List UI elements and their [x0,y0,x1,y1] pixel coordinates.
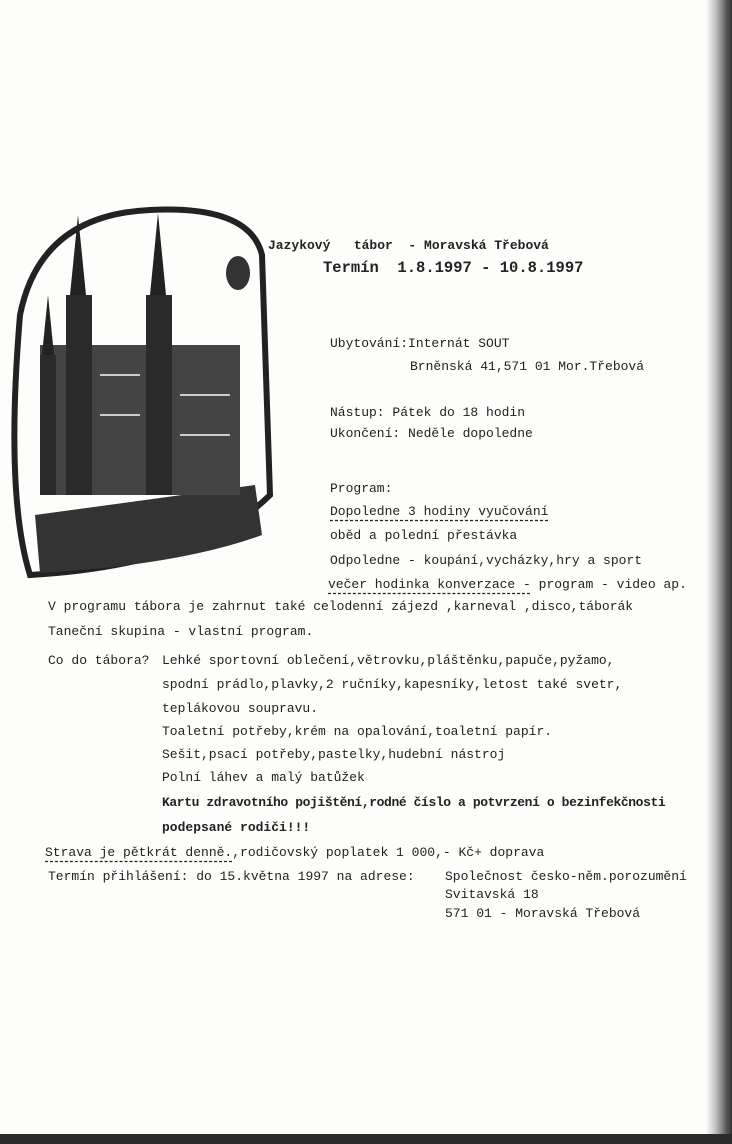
packing-important: podepsané rodiči!!! [162,820,311,835]
program-extra: V programu tábora je zahrnut také celodenní zájezd ,karneval ,disco,táborák [48,599,634,614]
food-info [45,845,544,861]
registration-address: 571 01 - Moravská Třebová [445,906,641,921]
arrival: Nástup: Pátek do 18 hodin [330,405,526,420]
packing-item: spodní prádlo,plavky,2 ručníky,kapesníky,letost také svetr, [162,677,623,692]
evening-underlined: večer hodinka konverzace - [328,577,531,592]
program-dance: Taneční skupina - vlastní program. [48,624,314,639]
packing-important: Kartu zdravotního pojištění,rodné číslo a potvrzení o bezinfekčnosti [162,795,666,810]
packing-item: Lehké sportovní oblečení,větrovku,pláštěnku,papuče,pyžamo, [162,653,615,668]
packing-item: Toaletní potřeby,krém na opalování,toaletní papír. [162,724,553,739]
registration-address: Společnost česko-něm.porozumění [445,869,687,884]
accommodation: Ubytování:Internát SOUT [330,336,510,351]
evening-rest: program - video ap. [530,577,687,592]
church-illustration [0,195,275,595]
accommodation-address: Brněnská 41,571 01 Mor.Třebová [410,359,645,374]
program-heading: Program: [330,481,393,496]
packing-question: Co do tábora? [48,653,150,668]
program-evening [328,577,687,593]
packing-item: Polní láhev a malý batůžek [162,770,365,785]
departure: Ukončení: Neděle dopoledne [330,426,533,441]
camp-title: Jazykový tábor - Moravská Třebová [268,238,549,253]
program-morning: Dopoledne 3 hodiny vyučování [330,504,549,519]
food-underlined: Strava je pětkrát denně. [45,845,233,860]
food-rest: ,rodičovský poplatek 1 000,- Kč+ doprava [232,845,545,860]
packing-item: Sešit,psací potřeby,pastelky,hudební nástroj [162,747,506,762]
program-lunch: oběd a polední přestávka [330,528,518,543]
program-afternoon: Odpoledne - koupání,vycházky,hry a sport [330,553,643,568]
registration-address: Svitavská 18 [445,887,539,902]
camp-term: Termín 1.8.1997 - 10.8.1997 [323,259,584,277]
page-binding-shadow [706,0,732,1144]
registration-label: Termín přihlášení: do 15.května 1997 na adrese: [48,869,415,884]
packing-item: teplákovou soupravu. [162,701,319,716]
scan-edge [0,1134,732,1144]
